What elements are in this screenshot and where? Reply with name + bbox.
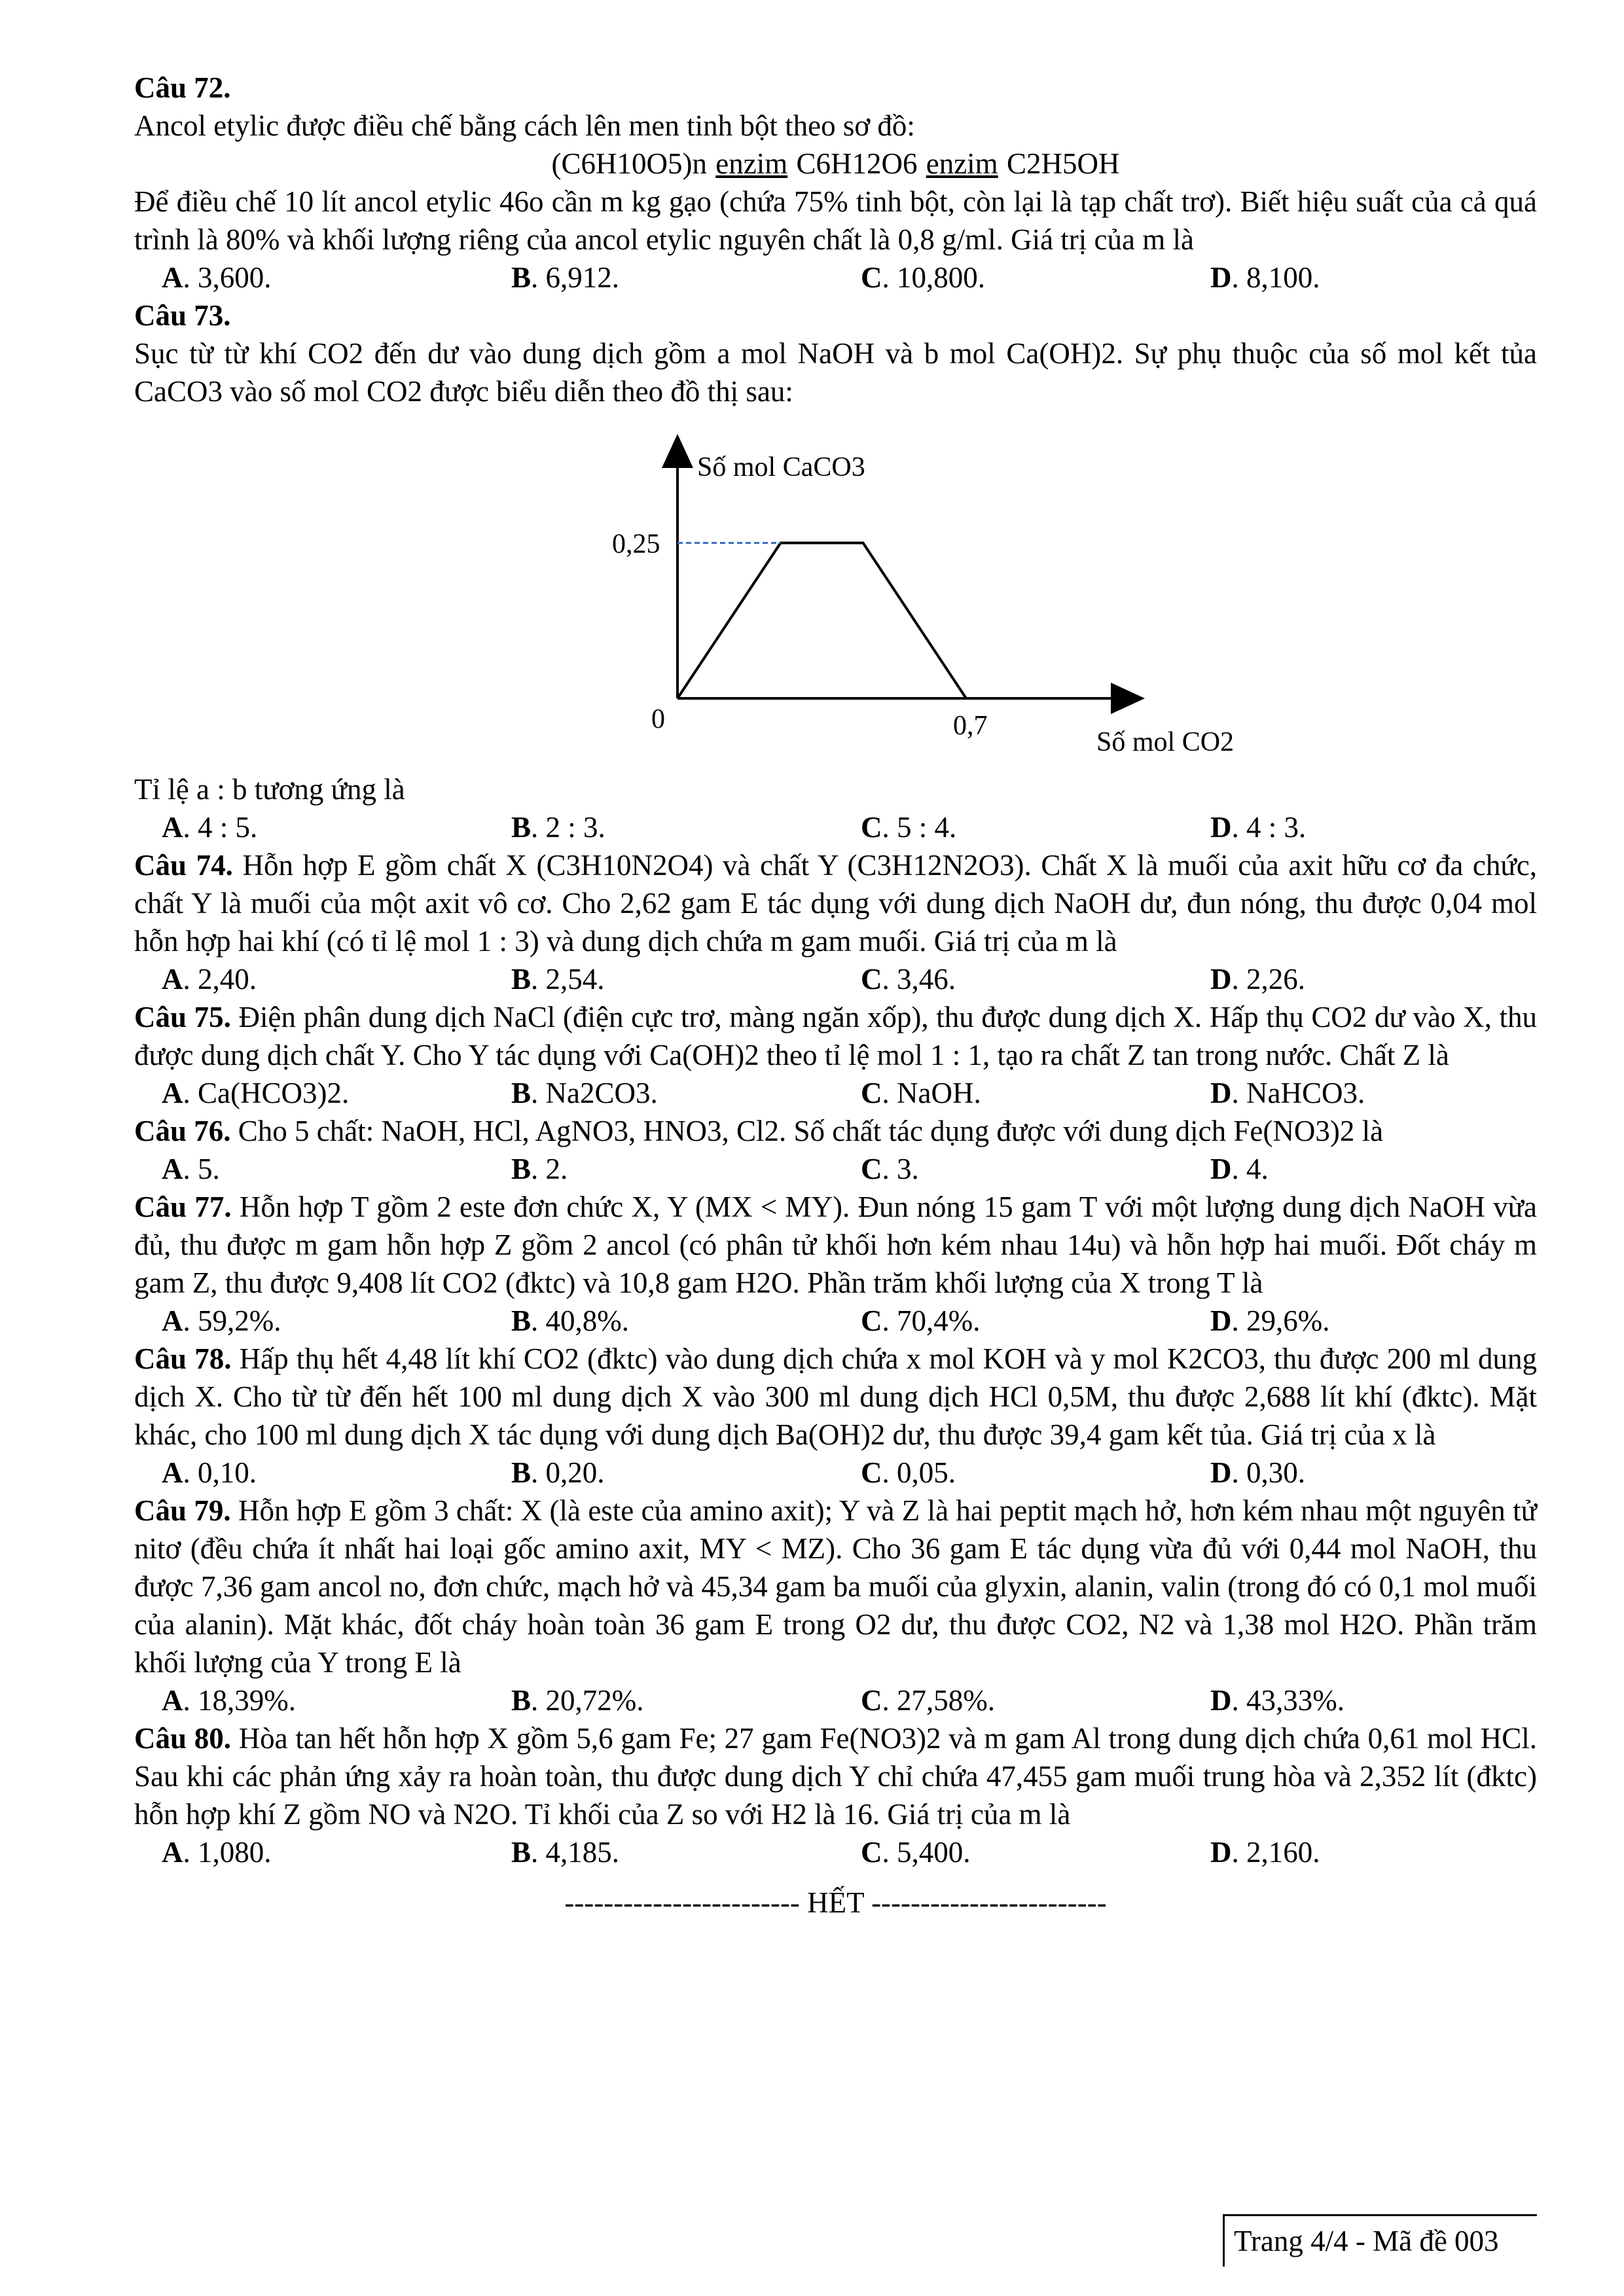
x-tick-label: 0,7 [953, 711, 988, 741]
option-c[interactable]: C. 70,4%. [861, 1304, 981, 1337]
y-axis-label: Số mol CaCO3 [697, 452, 865, 482]
question-label: Câu 76. [134, 1115, 231, 1147]
reactant-starch: (C6H10O5)n [551, 147, 708, 180]
question-74 [134, 846, 1537, 998]
question-text: Để điều chế 10 lít ancol etylic 46o cần m kg gạo (chứa 75% tinh bột, còn lại là tạp chất trơ). Biết hiệu suất của cả quá trình là 80% và khối lượng riêng của ancol etylic nguyên chất là 0,8 g/ml. Giá trị của m là [134, 185, 1537, 256]
option-a[interactable]: A. 18,39%. [162, 1684, 296, 1717]
question-77 [134, 1188, 1537, 1340]
answer-options [162, 1150, 1537, 1188]
option-b[interactable]: B. 2,54. [511, 963, 605, 996]
option-d[interactable]: D. 2,26. [1210, 963, 1305, 996]
option-b[interactable]: B. 2. [511, 1153, 568, 1185]
answer-options [162, 1681, 1537, 1719]
question-text: Sục từ từ khí CO2 đến dư vào dung dịch gồm a mol NaOH và b mol Ca(OH)2. Sự phụ thuộc của số mol kết tủa CaCO3 vào số mol CO2 được biểu diễn theo đồ thị sau: [134, 337, 1537, 408]
answer-options [162, 1074, 1537, 1112]
question-75 [134, 998, 1537, 1112]
series-line-caco3 [677, 543, 966, 699]
question-72 [134, 69, 1537, 296]
option-d[interactable]: D. 4. [1210, 1153, 1269, 1185]
question-label: Câu 73. [134, 299, 231, 332]
option-a[interactable]: A. 59,2%. [162, 1304, 281, 1337]
question-text: Hỗn hợp E gồm chất X (C3H10N2O4) và chất Y (C3H12N2O3). Chất X là muối của axit hữu cơ đa chức, chất Y là muối của một axit vô cơ. Cho 2,62 gam E tác dụng với dung dịch NaOH dư, đun nóng, thu được 0,04 mol hỗn hợp hai khí (có tỉ lệ mol 1 : 3) và dung dịch chứa m gam muối. Giá trị của m là [134, 849, 1538, 958]
option-a[interactable]: A. 3,600. [162, 261, 272, 294]
answer-options [162, 259, 1537, 296]
reaction-arrow: enzim [715, 147, 788, 180]
answer-options [162, 960, 1537, 998]
answer-options [162, 1302, 1537, 1340]
question-text: Hấp thụ hết 4,48 lít khí CO2 (đktc) vào dung dịch chứa x mol KOH và y mol K2CO3, thu được 200 ml dung dịch X. Cho từ từ đến hết 100 ml dung dịch X vào 300 ml dung dịch HCl 0,5M, thu được 2,688 lít khí (đktc). Mặt khác, cho 100 ml dung dịch X tác dụng với dung dịch Ba(OH)2 dư, thu được 39,4 gam kết tủa. Giá trị của x là [134, 1342, 1538, 1451]
product-ethanol: C2H5OH [1006, 147, 1120, 180]
option-b[interactable]: B. 6,912. [511, 261, 620, 294]
question-label: Câu 77. [134, 1191, 232, 1223]
option-d[interactable]: D. 4 : 3. [1210, 811, 1307, 844]
option-c[interactable]: C. 0,05. [861, 1456, 956, 1489]
option-c[interactable]: C. 5,400. [861, 1836, 971, 1869]
option-c[interactable]: C. 10,800. [861, 261, 985, 294]
option-a[interactable]: A. Ca(HCO3)2. [162, 1077, 350, 1109]
option-b[interactable]: B. 4,185. [511, 1836, 620, 1869]
option-b[interactable]: B. 40,8%. [511, 1304, 630, 1337]
question-80 [134, 1719, 1537, 1871]
option-d[interactable]: D. NaHCO3. [1210, 1077, 1365, 1109]
question-label: Câu 72. [134, 71, 231, 104]
answer-options [162, 1833, 1537, 1871]
option-c[interactable]: C. 5 : 4. [861, 811, 957, 844]
question-text: Hỗn hợp T gồm 2 este đơn chức X, Y (MX < MY). Đun nóng 15 gam T với một lượng dung dịch NaOH vừa đủ, thu được m gam hỗn hợp Z gồm 2 ancol (có phân tử khối hơn kém nhau 14u) và hỗn hợp hai muối. Đốt cháy m gam Z, thu được 9,408 lít CO2 (đktc) và 10,8 gam H2O. Phần trăm khối lượng của X trong T là [134, 1191, 1537, 1299]
question-73 [134, 296, 1537, 846]
question-text: Hòa tan hết hỗn hợp X gồm 5,6 gam Fe; 27 gam Fe(NO3)2 và m gam Al trong dung dịch chứa 0,61 mol HCl. Sau khi các phản ứng xảy ra hoàn toàn, thu được dung dịch Y chỉ chứa 47,455 gam muối trung hòa và 2,352 lít (đktc) hỗn hợp khí Z gồm NO và N2O. Tỉ khối của Z so với H2 là 16. Giá trị của m là [134, 1722, 1537, 1831]
origin-label: 0 [651, 704, 665, 734]
question-text: Ancol etylic được điều chế bằng cách lên men tinh bột theo sơ đồ: [134, 109, 915, 142]
x-axis-label: Số mol CO2 [1096, 727, 1235, 757]
option-b[interactable]: B. Na2CO3. [511, 1077, 658, 1109]
option-a[interactable]: A. 4 : 5. [162, 811, 258, 844]
question-label: Câu 75. [134, 1001, 231, 1033]
option-d[interactable]: D. 8,100. [1210, 261, 1320, 294]
option-a[interactable]: A. 1,080. [162, 1836, 272, 1869]
question-followup: Tỉ lệ a : b tương ứng là [134, 773, 405, 806]
y-tick-label: 0,25 [612, 529, 660, 560]
question-label: Câu 79. [134, 1494, 231, 1527]
reactant-glucose: C6H12O6 [796, 147, 918, 180]
option-b[interactable]: B. 20,72%. [511, 1684, 644, 1717]
question-label: Câu 80. [134, 1722, 231, 1755]
question-78 [134, 1340, 1537, 1492]
answer-options [162, 1454, 1537, 1492]
option-d[interactable]: D. 2,160. [1210, 1836, 1320, 1869]
chart-svg [475, 423, 1235, 764]
question-text: Điện phân dung dịch NaCl (điện cực trơ, màng ngăn xốp), thu được dung dịch X. Hấp thụ CO2 dư vào X, thu được dung dịch chất Y. Cho Y tác dụng với Ca(OH)2 theo tỉ lệ mol 1 : 1, tạo ra chất Z tan trong nước. Chất Z là [134, 1001, 1538, 1071]
question-76 [134, 1112, 1537, 1188]
option-d[interactable]: D. 29,6%. [1210, 1304, 1330, 1337]
question-label: Câu 78. [134, 1342, 232, 1375]
option-c[interactable]: C. NaOH. [861, 1077, 981, 1109]
reaction-scheme [134, 145, 1537, 183]
question-text: Hỗn hợp E gồm 3 chất: X (là este của amino axit); Y và Z là hai peptit mạch hở, hơn kém nhau một nguyên tử nitơ (đều chứa ít nhất hai loại gốc amino axit, MY < MZ). Cho 36 gam E tác dụng vừa đủ với 0,44 mol NaOH, thu được 7,36 gam ancol no, đơn chức, mạch hở và 45,34 gam ba muối của glyxin, alanin, valin (trong đó có 0,1 mol muối của alanin). Mặt khác, đốt cháy hoàn toàn 36 gam E trong O2 dư, thu được CO2, N2 và 1,38 mol H2O. Phần trăm khối lượng của Y trong E là [134, 1494, 1537, 1679]
option-c[interactable]: C. 3,46. [861, 963, 956, 996]
option-a[interactable]: A. 0,10. [162, 1456, 257, 1489]
option-c[interactable]: C. 27,58%. [861, 1684, 995, 1717]
answer-options [162, 808, 1537, 846]
page-footer: Trang 4/4 - Mã đề 003 [1234, 2225, 1499, 2257]
question-label: Câu 74. [134, 849, 233, 882]
option-c[interactable]: C. 3. [861, 1153, 919, 1185]
option-b[interactable]: B. 2 : 3. [511, 811, 605, 844]
option-d[interactable]: D. 43,33%. [1210, 1684, 1344, 1717]
exam-page [134, 69, 1537, 1922]
question-text: Cho 5 chất: NaOH, HCl, AgNO3, HNO3, Cl2. Số chất tác dụng được với dung dịch Fe(NO3)2 là [238, 1115, 1384, 1147]
option-a[interactable]: A. 5. [162, 1153, 220, 1185]
option-a[interactable]: A. 2,40. [162, 963, 257, 996]
option-b[interactable]: B. 0,20. [511, 1456, 605, 1489]
reaction-arrow: enzim [926, 147, 998, 180]
option-d[interactable]: D. 0,30. [1210, 1456, 1305, 1489]
end-marker: ------------------------ HẾT ------------------------ [564, 1886, 1107, 1919]
chart [475, 423, 1235, 764]
question-79 [134, 1492, 1537, 1719]
